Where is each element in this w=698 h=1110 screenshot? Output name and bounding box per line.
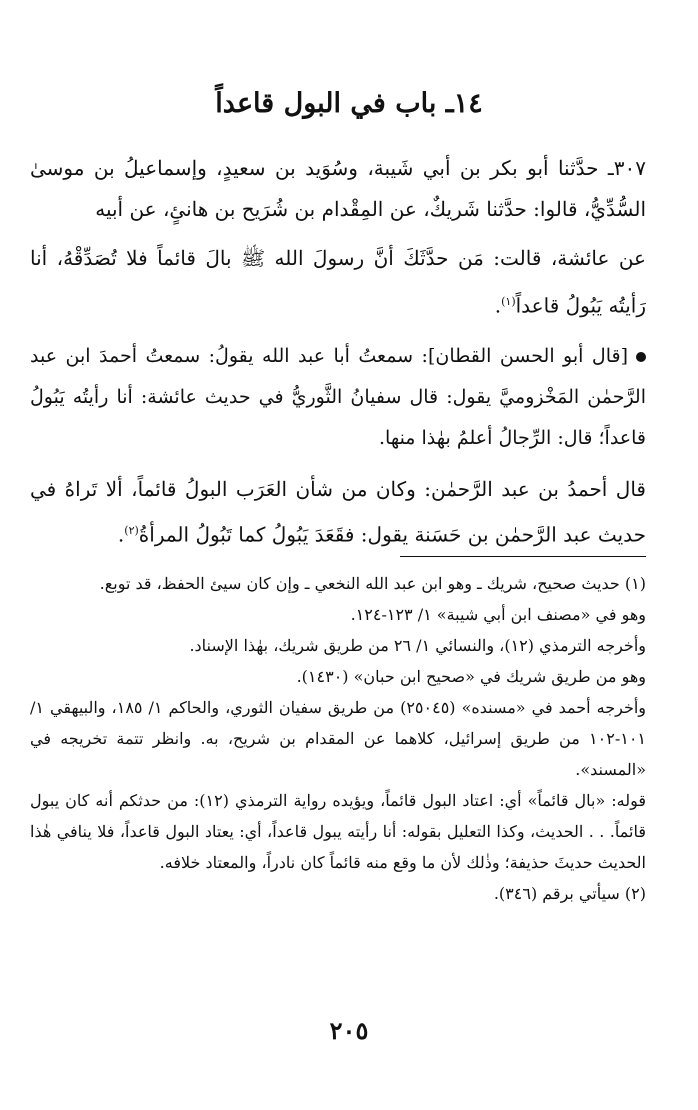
- comment-qala-2: [30, 468, 646, 556]
- footnote-ref-2[interactable]: (٢): [124, 524, 139, 537]
- footnote-line: (١) حديث صحيح، شريك ـ وهو ابن عبد الله النخعي ـ وإن كان سيئ الحفظ، قد توبع.: [99, 574, 646, 593]
- hadith-matn-paragraph: [30, 236, 646, 328]
- footnote-line: قوله: «بال قائماً» أي: اعتاد البول قائماً، ويؤيده رواية الترمذي (١٢): من حدثكم أنه كان يبول قائماً. . . الحديث، وكذا التعليل بقوله: أنا رأيته يبول قاعداً، أي: يعتاد البول قاعداً، فلا ينافي هٰذا الحديث حديثَ حذيفة؛ وذٰلك لأن ما وقع منه قائماً كان نادراً، والمعتاد خلافه.: [30, 791, 646, 872]
- comment-qala-1: [30, 336, 646, 459]
- chapter-title: ١٤ـ باب في البول قاعداً: [215, 88, 483, 119]
- comment-qala-2-end: .: [117, 522, 125, 547]
- hadith-isnad: [30, 148, 646, 230]
- footnote-line: وهو في «مصنف ابن أبي شيبة» ١/ ١٢٣-١٢٤.: [350, 605, 646, 624]
- hadith-matn-text: عن عائشة، قالت: مَن حدَّثَكَ أنَّ رسولَ الله ﷺ بالَ قائماً فلا تُصَدِّقْهُ، أنا رَأيتُه يَبُولُ قاعداً: [30, 246, 646, 318]
- bullet-icon: [636, 352, 646, 362]
- comment-qala-1-text: [قال أبو الحسن القطان]: سمعتُ أبا عبد الله يقولُ: سمعتُ أحمدَ ابن عبد الرَّحمٰن المَخْزوميَّ يقول: قال سفيانُ الثَّوريُّ في حديث عائشة: أنا رأيتُه يَبُولُ قاعداً؛ قال: الرِّجالُ أعلمُ بهٰذا منها.: [30, 345, 646, 449]
- comment-qala-2-paragraph: [30, 468, 646, 556]
- hadith-matn: [30, 236, 646, 328]
- footnote-divider: [400, 556, 646, 557]
- comment-qala-1-paragraph: [30, 336, 646, 459]
- footnote-ref-1[interactable]: (١): [501, 295, 516, 308]
- hadith-matn-end: .: [494, 293, 502, 318]
- comment-qala-2-text: قال أحمدُ بن عبد الرَّحمٰن: وكان من شأن العَرَب البولُ قائماً، ألا تَراهُ في حديث عبد الرَّحمٰن بن حَسَنة يقول: فقَعَدَ يَبُولُ كما تَبُولُ المرأةُ: [30, 477, 646, 547]
- page-number: ٢٠٥: [329, 1016, 369, 1045]
- footnote-line: وأخرجه الترمذي (١٢)، والنسائي ١/ ٢٦ من طريق شريك، بهٰذا الإسناد.: [189, 636, 646, 655]
- footnotes: [30, 568, 646, 909]
- footnote-line: وهو من طريق شريك في «صحيح ابن حبان» (١٤٣٠).: [296, 667, 646, 686]
- hadith-isnad-text: ٣٠٧ـ حدَّثنا أبو بكر بن أبي شَيبة، وسُوَيد بن سعيدٍ، وإسماعيلُ بن موسىٰ السُّدِّيُّ، قالوا: حدَّثنا شَريكٌ، عن المِقْدام بن شُرَيح بن هانئٍ، عن أبيه: [30, 156, 646, 221]
- footnote-line: وأخرجه أحمد في «مسنده» (٢٥٠٤٥) من طريق سفيان الثوري، والحاكم ١/ ١٨٥، والبيهقي ١/ ١٠١-١٠٢ من طريق إسرائيل، كلاهما عن المقدام بن شريح، به. وانظر تتمة تخريجه في «المسند».: [30, 698, 647, 779]
- footnote-line: (٢) سيأتي برقم (٣٤٦).: [493, 884, 646, 903]
